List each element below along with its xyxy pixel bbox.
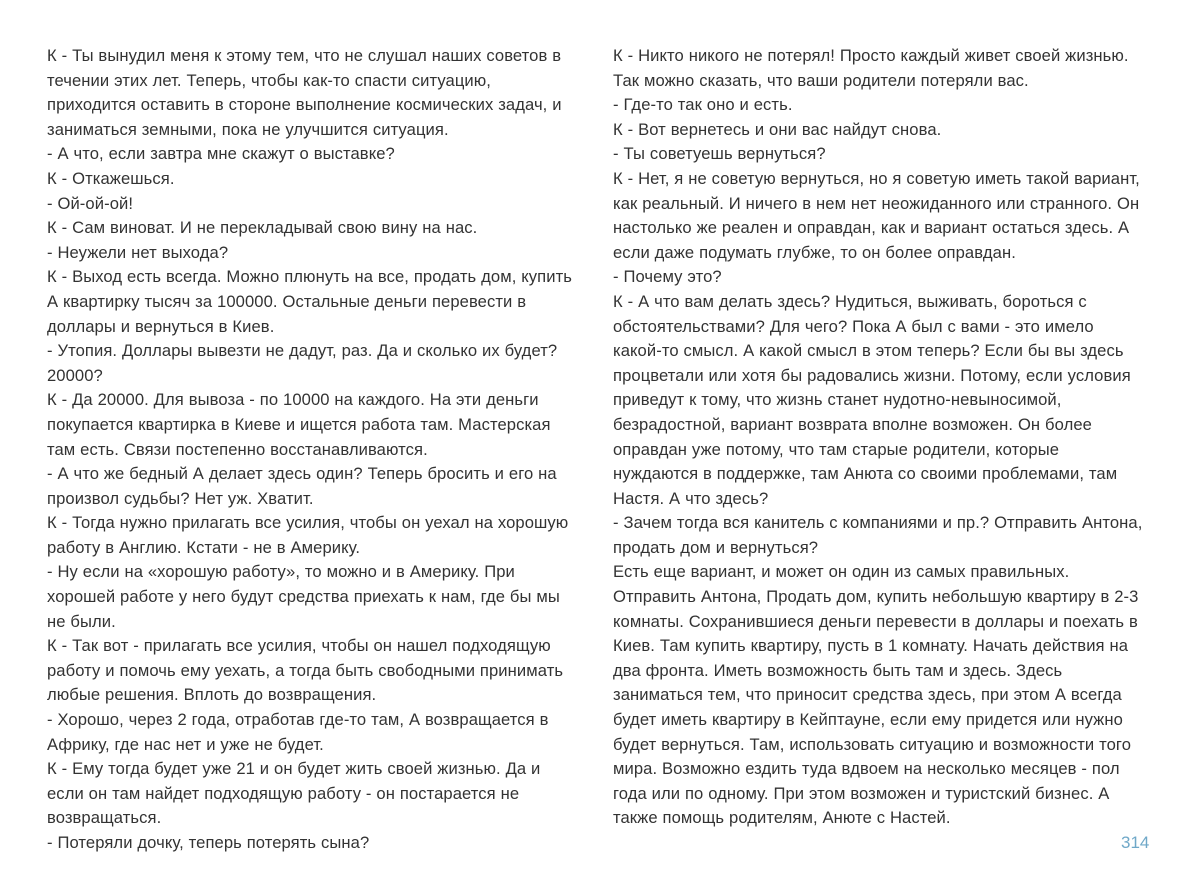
text-column-left bbox=[47, 44, 581, 856]
page-number: 314 bbox=[1121, 833, 1150, 852]
column-left-paragraph: К - Ты вынудил меня к этому тем, что не слушал наших советов в течении этих лет. Теперь, чтобы как-то спасти ситуацию, приходится оставить в стороне выполнение космических задач, и заниматься земными, пока не улучшится ситуация. - А что, если завтра мне скажут о выставке? К - Откажешься. - Ой-ой-ой! К - Сам виноват. И не перекладывай свою вину на нас. - Неужели нет выхода? К - Выход есть всегда. Можно плюнуть на все, продать дом, купить А квартирку тысяч за 100000. Остальные деньги перевести в доллары и вернуться в Киев. - Утопия. Доллары вывезти не дадут, раз. Да и сколько их будет? 20000? К - Да 20000. Для вывоза - по 10000 на каждого. На эти деньги покупается квартирка в Киеве и ищется работа там. Мастерская там есть. Связи постепенно восстанавливаются. - А что же бедный А делает здесь один? Теперь бросить и его на произвол судьбы? Нет уж. Хватит. К - Тогда нужно прилагать все усилия, чтобы он уехал на хорошую работу в Англию. Кстати - не в Америку. - Ну если на «хорошую работу», то можно и в Америку. При хорошей работе у него будут средства приехать к нам, где бы мы не были. К - Так вот - прилагать все усилия, чтобы он нашел подходящую работу и помочь ему уехать, а тогда быть свободными принимать любые решения. Вплоть до возвращения. - Хорошо, через 2 года, отработав где-то там, А возвращается в Африку, где нас нет и уже не будет. К - Ему тогда будет уже 21 и он будет жить своей жизнью. Да и если он там найдет подходящую работу - он постарается не возвращаться. - Потеряли дочку, теперь потерять сына? bbox=[47, 46, 573, 852]
text-column-right bbox=[613, 44, 1147, 831]
column-right-paragraph: К - Никто никого не потерял! Просто каждый живет своей жизнью. Так можно сказать, что ваши родители потеряли вас. - Где-то так оно и есть. К - Вот вернетесь и они вас найдут снова. - Ты советуешь вернуться? К - Нет, я не советую вернуться, но я советую иметь такой вариант, как реальный. И ничего в нем нет неожиданного или странного. Он настолько же реален и оправдан, как и вариант остаться здесь. А если даже подумать глубже, то он более оправдан. - Почему это? К - А что вам делать здесь? Нудиться, выживать, бороться с обстоятельствами? Для чего? Пока А был с вами - это имело какой-то смысл. А какой смысл в этом теперь? Если бы вы здесь процветали или хотя бы радовались жизни. Потому, если условия приведут к тому, что жизнь станет нудотно-невыносимой, безрадостной, вариант возврата вполне возможен. Он более оправдан уже потому, что там старые родители, которые нуждаются в поддержке, там Анюта со своими проблемами, там Настя. А что здесь? - Зачем тогда вся канитель с компаниями и пр.? Отправить Антона, продать дом и вернуться? Есть еще вариант, и может он один из самых правильных. Отправить Антона, Продать дом, купить небольшую квартиру в 2-3 комнаты. Сохранившиеся деньги перевести в доллары и поехать в Киев. Там купить квартиру, пусть в 1 комнату. Начать действия на два фронта. Иметь возможность быть там и здесь. Здесь заниматься тем, что приносит средства здесь, при этом А всегда будет иметь квартиру в Кейптауне, если ему придется или нужно будет вернуться. Там, использовать ситуацию и возможности того мира. Возможно ездить туда вдвоем на несколько месяцев - пол года или по одному. При этом возможен и туристский бизнес. А также помощь родителям, Анюте с Настей. bbox=[613, 46, 1143, 828]
